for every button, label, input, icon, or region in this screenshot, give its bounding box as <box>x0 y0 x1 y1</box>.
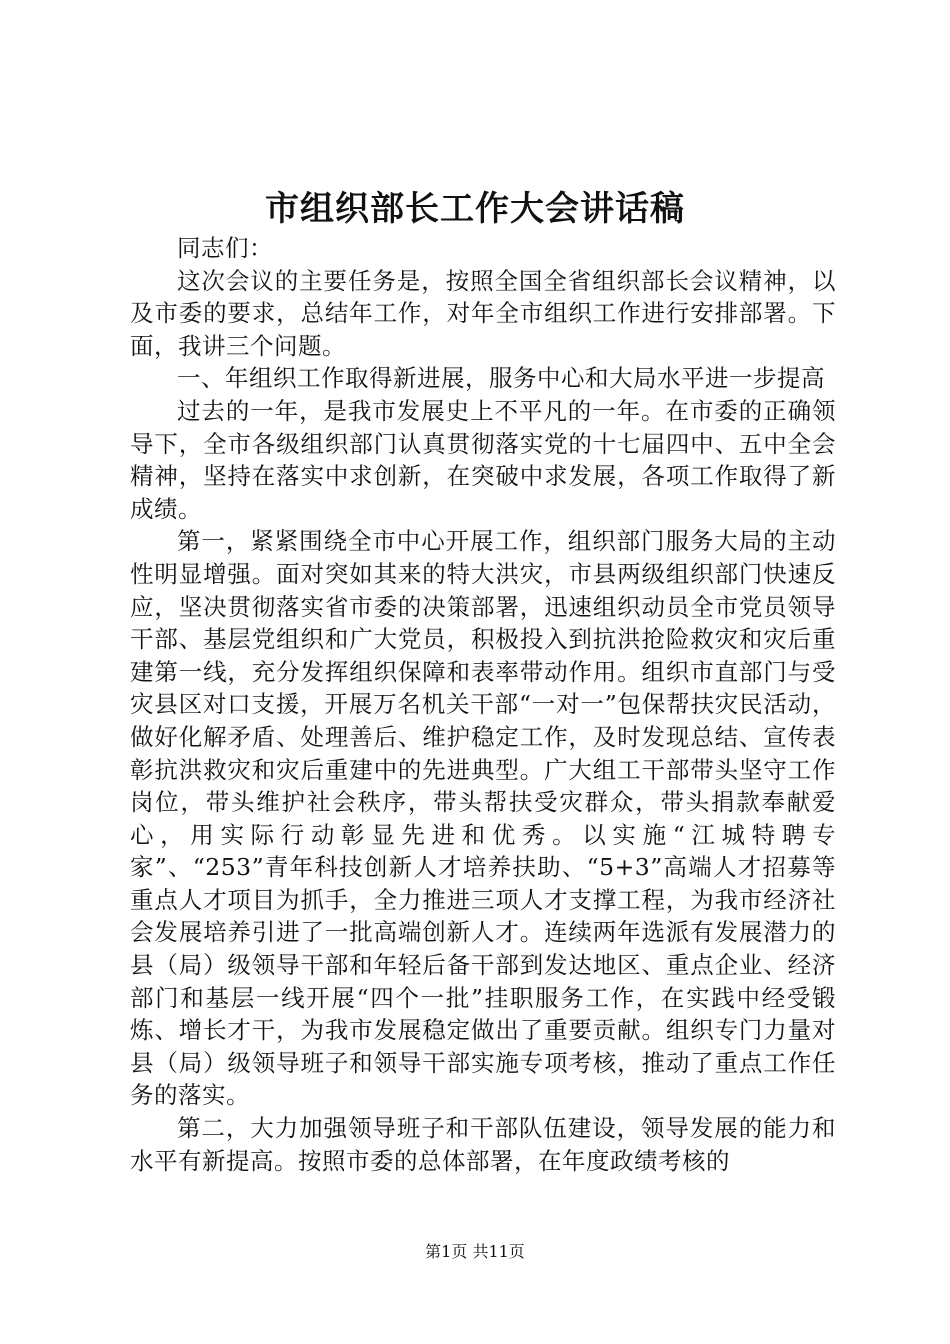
section-heading-1: 一、年组织工作取得新进展，服务中心和大局水平进一步提高 <box>177 364 825 393</box>
paragraph-salutation: 同志们： <box>177 234 273 262</box>
paragraph-second-point: 第二，大力加强领导班子和干部队伍建设，领导发展的能力和水平有新提高。按照市委的总体部署，在年度政绩考核的 <box>130 1114 836 1175</box>
paragraph-first-point: 第一，紧紧围绕全市中心开展工作，组织部门服务大局的主动性明显增强。面对突如其来的特大洪灾，市县两级组织部门快速反应，坚决贯彻落实省市委的决策部署，迅速组织动员全市党员领导干部、基层党组织和广大党员，积极投入到抗洪抢险救灾和灾后重建第一线，充分发挥组织保障和表率带动作用。组织市直部门与受灾县区对口支援，开展万名机关干部“一对一”包保帮扶灾民活动，做好化解矛盾、处理善后、维护稳定工作，及时发现总结、宣传表彰抗洪救灾和灾后重建中的先进典型。广大组工干部带头坚守工作岗位，带头维护社会秩序，带头帮扶受灾群众，带头捐款奉献爱心，用实际行动彰显先进和优秀。以实施“江城特聘专家”、“253”青年科技创新人才培养扶助、“5+3”高端人才招募等重点人才项目为抓手，全力推进三项人才支撑工程，为我市经济社会发展培养引进了一批高端创新人才。连续两年选派有发展潜力的县（局）级领导干部和年轻后备干部到发达地区、重点企业、经济部门和基层一线开展“四个一批”挂职服务工作，在实践中经受锻炼、增长才干，为我市发展稳定做出了重要贡献。组织专门力量对县（局）级领导班子和领导干部实施专项考核，推动了重点工作任务的落实。 <box>130 527 836 1110</box>
paragraph-overview: 过去的一年，是我市发展史上不平凡的一年。在市委的正确领导下，全市各级组织部门认真贯彻落实党的十七届四中、五中全会精神，坚持在落实中求创新，在突破中求发展，各项工作取得了新成绩。 <box>130 396 836 523</box>
document-title: 市组织部长工作大会讲话稿 <box>265 189 685 229</box>
paragraph-intro: 这次会议的主要任务是，按照全国全省组织部长会议精神，以及市委的要求，总结年工作，对年全市组织工作进行安排部署。下面，我讲三个问题。 <box>130 266 836 360</box>
document-body <box>130 232 836 1177</box>
page-footer: 第1页 共11页 <box>425 1242 525 1261</box>
